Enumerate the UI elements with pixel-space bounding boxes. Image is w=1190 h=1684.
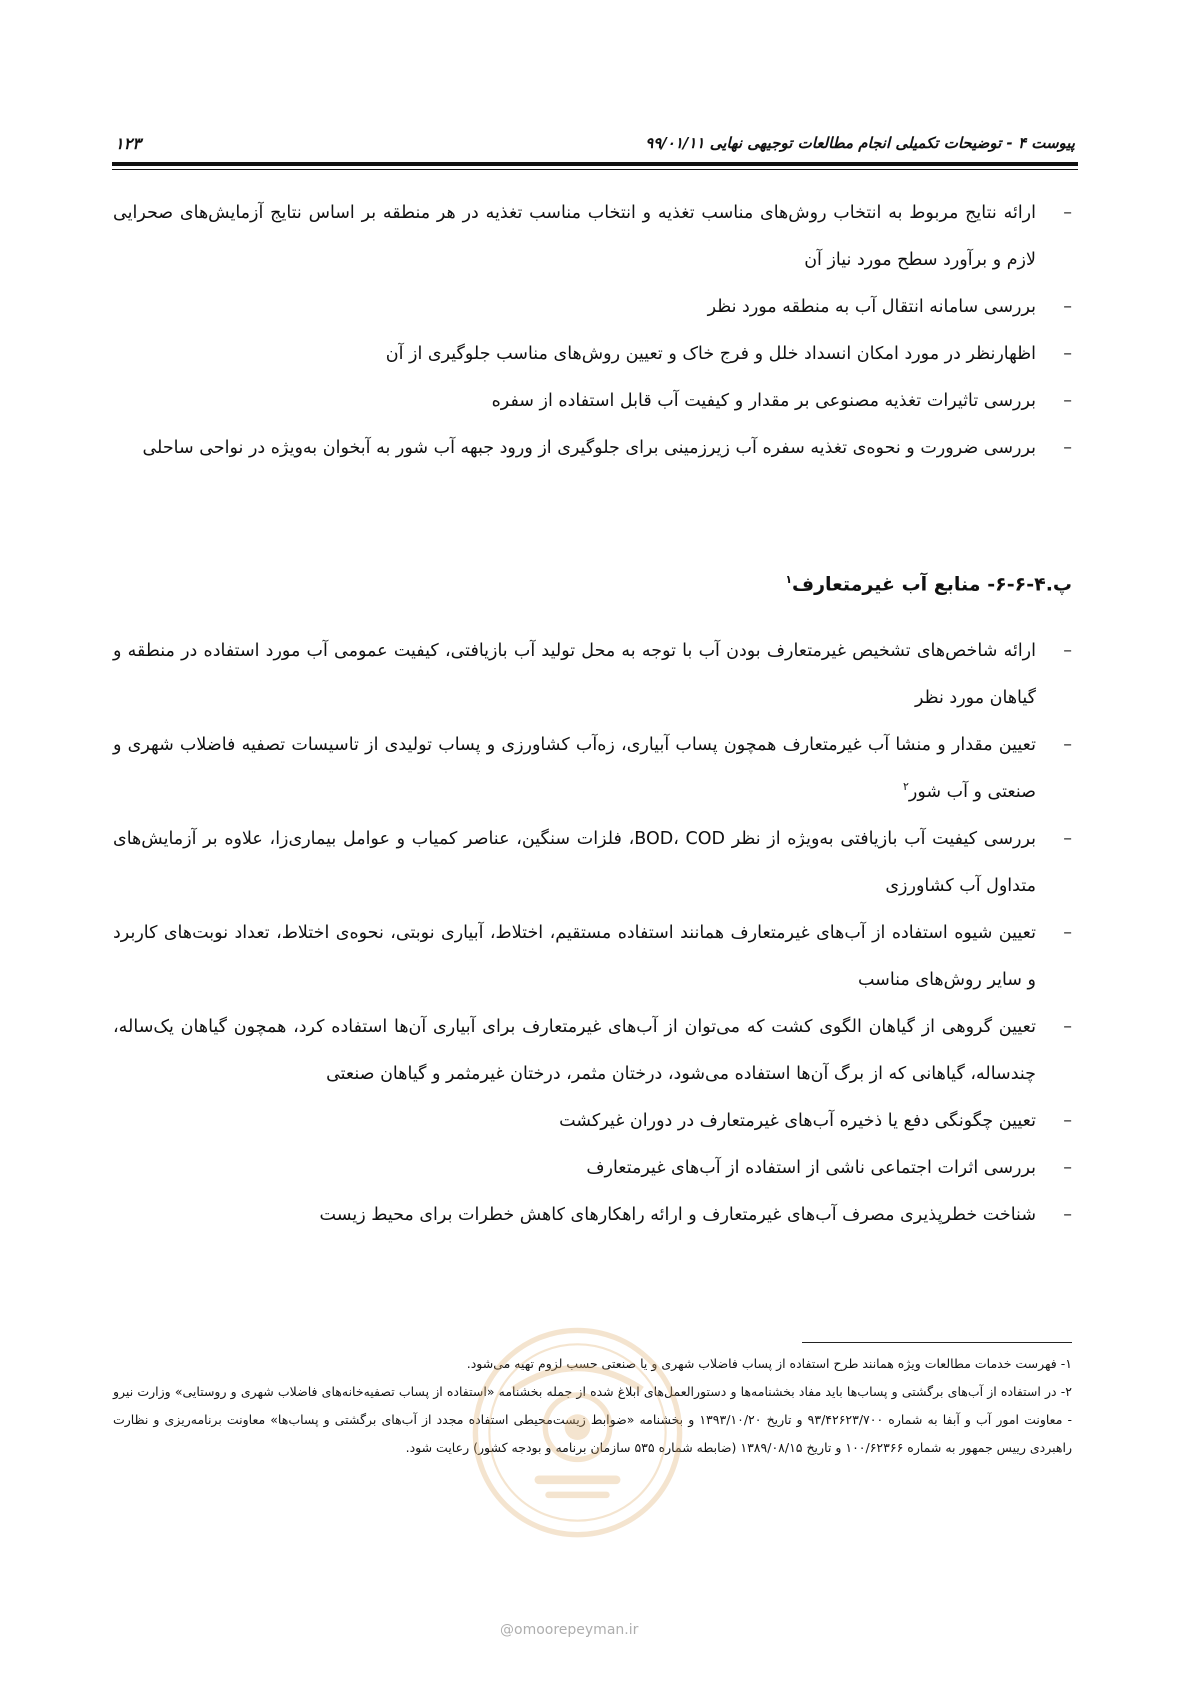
bullet-dash: –: [1063, 344, 1072, 364]
list-item: [113, 190, 1072, 284]
bullet-dash: –: [1063, 438, 1072, 458]
bullet-dash: –: [1063, 203, 1072, 223]
list-item-text: بررسی تاثیرات تغذیه مصنوعی بر مقدار و کیفیت آب قابل استفاده از سفره: [491, 391, 1036, 411]
footnote-separator: [802, 1342, 1072, 1343]
footnote-ref: ۲: [902, 780, 909, 794]
section-heading-text: پ.۴-۶-۶- منابع آب غیرمتعارف: [792, 573, 1072, 596]
list-item-text: بررسی ضرورت و نحوه‌ی تغذیه سفره آب زیرزمینی برای جلوگیری از ورود جبهه آب شور به آبخوان به‌ویژه در نواحی ساحلی: [142, 438, 1036, 458]
list-item-text: ارائه نتایج مربوط به انتخاب روش‌های مناسب تغذیه و انتخاب مناسب تغذیه در هر منطقه بر اساس نتایج آزمایش‌های صحرایی لازم و برآورد سطح مورد نیاز آن: [113, 203, 1036, 270]
bullet-dash: –: [1063, 1111, 1072, 1131]
list-item-text: ارائه شاخص‌های تشخیص غیرمتعارف بودن آب با توجه به محل تولید آب بازیافتی، کیفیت عمومی آب مورد استفاده در منطقه و گیاهان مورد نظر: [113, 641, 1036, 708]
list-item-text: بررسی اثرات اجتماعی ناشی از استفاده از آب‌های غیرمتعارف: [586, 1158, 1036, 1178]
list-item-text: تعیین گروهی از گیاهان الگوی کشت که می‌توان از آب‌های غیرمتعارف برای آبیاری آن‌ها استفاده کرد، همچون گیاهان یک‌ساله، چندساله، گیاهانی که از برگ آن‌ها استفاده می‌شود، درختان مثمر، درختان غیرمثمر و گیاهان صنعتی: [113, 1017, 1036, 1084]
list-item-text: تعیین مقدار و منشا آب غیرمتعارف همچون پساب آبیاری، زه‌آب کشاورزی و پساب تولیدی از تاسیسات تصفیه فاضلاب شهری و صنعتی و آب شور: [113, 735, 1036, 802]
page-number: ۱۲۳: [115, 133, 141, 153]
list-item: [113, 378, 1072, 425]
section-heading: [785, 573, 1072, 595]
footnote: ۲- در استفاده از آب‌های برگشتی و پساب‌ها باید مفاد بخشنامه‌ها و دستورالعمل‌های ابلاغ شده از جمله بخشنامه «استفاده از پساب تصفیه‌خانه‌های فاضلاب شهری و روستایی» وزارت نیرو - معاونت امور آب و آبفا به شماره ۹۳/۴۲۶۲۳/۷۰۰ و تاریخ ۱۳۹۳/۱۰/۲۰ و بخشنامه «ضوابط زیست‌محیطی استفاده مجدد از آب‌های برگشتی و پساب‌ها» معاونت برنامه‌ریزی و نظارت راهبردی رییس جمهور به شماره ۱۰۰/۶۲۳۶۶ و تاریخ ۱۳۸۹/۰۸/۱۵ (ضابطه شماره ۵۳۵ سازمان برنامه و بودجه کشور) رعایت شود.: [113, 1384, 1072, 1455]
list-item: [113, 628, 1072, 722]
bullet-dash: –: [1063, 1205, 1072, 1225]
list-item: [113, 910, 1072, 1004]
list-item-text: تعیین شیوه استفاده از آب‌های غیرمتعارف همانند استفاده مستقیم، اختلاط، آبیاری نوبتی، نحوه‌ی اختلاط، تعداد نوبت‌های کاربرد و سایر روش‌های مناسب: [113, 923, 1036, 990]
requirements-list-top: [113, 190, 1072, 472]
list-item: [113, 816, 1072, 910]
list-item: [113, 722, 1072, 816]
bullet-dash: –: [1063, 297, 1072, 317]
bullet-dash: –: [1063, 1158, 1072, 1178]
bullet-dash: –: [1063, 923, 1072, 943]
list-item: [113, 425, 1072, 472]
list-item: [113, 284, 1072, 331]
page-header: [115, 128, 1075, 158]
header-title: پیوست ۴ - توضیحات تکمیلی انجام مطالعات توجیهی نهایی ۹۹/۰۱/۱۱: [645, 134, 1075, 152]
list-item: [113, 1145, 1072, 1192]
list-item-text: بررسی کیفیت آب بازیافتی به‌ویژه از نظر BOD، COD، فلزات سنگین، عناصر کمیاب و عوامل بیماری‌زا، علاوه بر آزمایش‌های متداول آب کشاورزی: [113, 829, 1036, 896]
list-item-text: بررسی سامانه انتقال آب به منطقه مورد نظر: [707, 297, 1036, 317]
footnote: ۱- فهرست خدمات مطالعات ویژه همانند طرح استفاده از پساب فاضلاب شهری و یا صنعتی حسب لزوم تهیه می‌شود.: [466, 1356, 1072, 1371]
bullet-dash: –: [1063, 391, 1072, 411]
list-item: [113, 1192, 1072, 1239]
bullet-dash: –: [1063, 641, 1072, 661]
list-item: [113, 331, 1072, 378]
footnote-ref: ۱: [785, 573, 793, 586]
list-item-text: شناخت خطرپذیری مصرف آب‌های غیرمتعارف و ارائه راهکارهای کاهش خطرات برای محیط زیست: [319, 1205, 1036, 1225]
watermark-url: @omoorepeyman.ir: [500, 1622, 639, 1638]
bullet-dash: –: [1063, 1017, 1072, 1037]
bullet-dash: –: [1063, 735, 1072, 755]
header-rule-thin: [112, 169, 1078, 170]
requirements-list-unconventional-water: [113, 628, 1072, 1239]
watermark-logo-icon: [470, 1325, 685, 1540]
list-item: [113, 1004, 1072, 1098]
list-item-text: تعیین چگونگی دفع یا ذخیره آب‌های غیرمتعارف در دوران غیرکشت: [559, 1111, 1036, 1131]
header-rule-thick: [112, 162, 1078, 166]
list-item-text: اظهارنظر در مورد امکان انسداد خلل و فرج خاک و تعیین روش‌های مناسب جلوگیری از آن: [385, 344, 1036, 364]
bullet-dash: –: [1063, 829, 1072, 849]
list-item: [113, 1098, 1072, 1145]
